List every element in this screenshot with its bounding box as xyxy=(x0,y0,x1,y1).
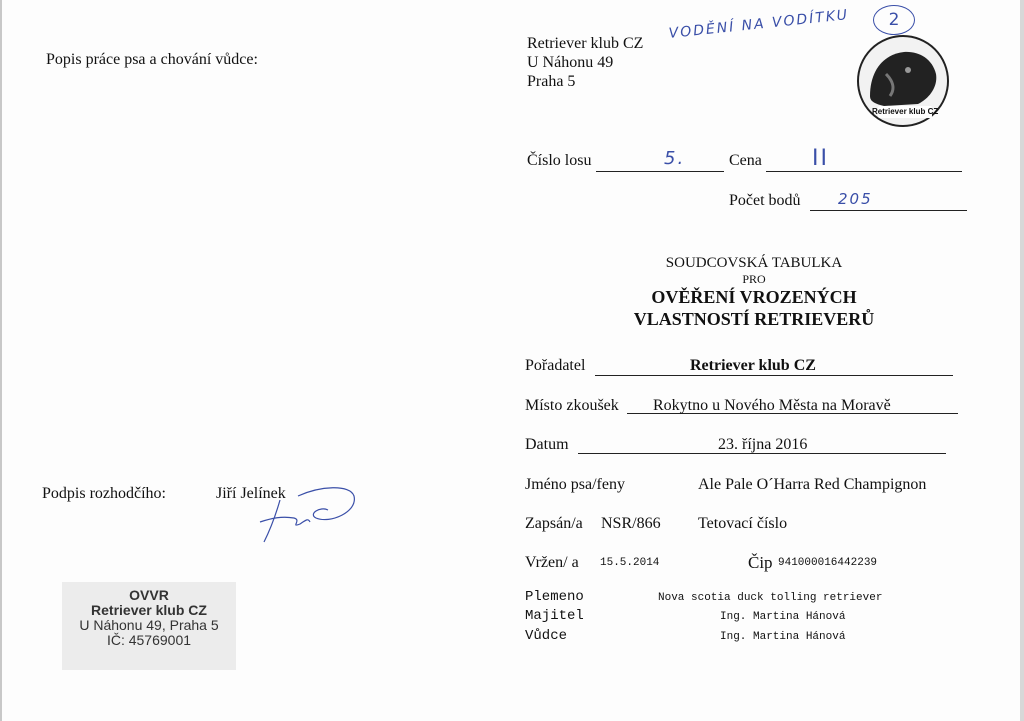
stamp-line-2: Retriever klub CZ xyxy=(91,602,207,618)
date-value: 23. října 2016 xyxy=(718,436,808,453)
lot-label: Číslo losu xyxy=(527,152,592,169)
prize-line xyxy=(766,171,962,172)
org-city: Praha 5 xyxy=(527,73,576,90)
page-right-edge xyxy=(1020,0,1024,721)
org-address xyxy=(527,34,643,91)
breed-value: Nova scotia duck tolling retriever xyxy=(658,592,883,604)
title-line-4: VLASTNOSTÍ RETRIEVERŮ xyxy=(633,309,875,329)
organization-stamp xyxy=(62,582,236,670)
points-value: 205 xyxy=(838,190,873,208)
dog-name-label: Jméno psa/feny xyxy=(525,476,625,493)
work-description-label: Popis práce psa a chování vůdce: xyxy=(46,51,258,68)
prize-label: Cena xyxy=(729,152,762,169)
prize-value: II xyxy=(812,146,829,171)
chip-label: Čip xyxy=(748,553,773,572)
handler-label: Vůdce xyxy=(525,628,568,644)
born-label: Vržen/ a xyxy=(525,554,579,571)
document-title xyxy=(620,254,888,330)
title-line-1: SOUDCOVSKÁ TABULKA xyxy=(665,255,843,271)
title-line-2: PRO xyxy=(742,272,766,286)
org-name: Retriever klub CZ xyxy=(527,35,644,52)
title-line-3: OVĚŘENÍ VROZENÝCH xyxy=(651,287,857,307)
organizer-value: Retriever klub CZ xyxy=(690,357,816,374)
organizer-label: Pořadatel xyxy=(525,357,586,374)
organizer-line xyxy=(595,375,953,376)
handwritten-note: VODĚNÍ NA VODÍTKU xyxy=(668,7,850,42)
handler-value: Ing. Martina Hánová xyxy=(720,631,846,643)
place-label: Místo zkoušek xyxy=(525,397,619,414)
stamp-line-3: U Náhonu 49, Praha 5 xyxy=(79,617,219,633)
date-label: Datum xyxy=(525,436,569,453)
registered-value: NSR/866 xyxy=(601,515,661,532)
judge-signature-icon xyxy=(250,478,360,548)
org-street: U Náhonu 49 xyxy=(527,54,614,71)
owner-label: Majitel xyxy=(525,608,584,624)
points-label: Počet bodů xyxy=(729,192,801,209)
tattoo-label: Tetovací číslo xyxy=(698,515,788,532)
breed-label: Plemeno xyxy=(525,589,584,605)
page-left-edge xyxy=(0,0,2,721)
stamp-line-1: OVVR xyxy=(129,587,169,603)
owner-value: Ing. Martina Hánová xyxy=(720,611,846,623)
dog-name-value: Ale Pale O´Harra Red Champignon xyxy=(698,476,927,493)
judge-signature-label: Podpis rozhodčího: xyxy=(42,485,166,502)
registered-label: Zapsán/a xyxy=(525,515,583,532)
lot-line xyxy=(596,171,724,172)
chip-value: 941000016442239 xyxy=(778,557,878,569)
points-line xyxy=(810,210,967,211)
place-value: Rokytno u Nového Města na Moravě xyxy=(653,397,891,414)
judge-name: Jiří Jelínek xyxy=(216,485,286,502)
lot-value: 5. xyxy=(664,148,686,169)
logo-text: Retriever klub CZ xyxy=(872,107,939,116)
handwritten-number: 2 xyxy=(873,5,915,35)
born-value: 15.5.2014 xyxy=(600,557,660,569)
stamp-line-4: IČ: 45769001 xyxy=(106,632,192,648)
